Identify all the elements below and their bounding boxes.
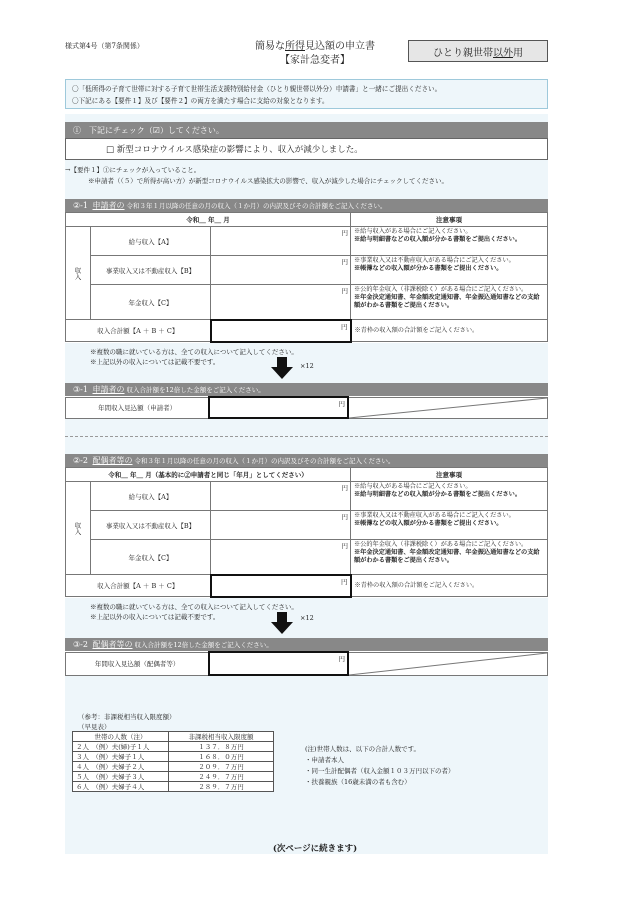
reference-subtitle: （早見表） [78,723,111,731]
salary-amount-input[interactable]: 円 [211,227,351,256]
continue-note: (次ページに続きます) [272,844,358,854]
divider [65,436,548,437]
reference-title: （参考：非課税相当収入限度額） [78,713,176,721]
down-arrow-icon [271,612,293,636]
notes-header: 注意事項 [351,213,548,227]
business-note: ※事業収入又は不動産収入がある場合にご記入ください。 ※帳簿などの収入額が分かる書類をご提出ください。 [351,511,548,540]
household-note: (注)世帯人数は、以下の合計人数です。 ・申請者本人 ・同一生計配偶者（収入金額１０３万円以下の者） ・扶養親族（16歳未満の者も含む） [305,745,455,786]
target-tag: ひとり親世帯 以外 用 [408,40,548,62]
diagonal-cell [348,652,548,675]
month-header: 令和＿ 年＿ 月（基本的に②申請者と同じ「年月」としてください） [66,468,351,482]
business-label: 事業収入又は不動産収入【B】 [91,256,211,285]
section2-2-header: ②-2 配偶者等の 令和３年１月以降の任意の月の収入（１か月）の内訳及びその合計額をご記入ください。 [65,454,548,467]
pension-amount-input[interactable]: 円 [211,540,351,575]
page-title: 簡易な所得見込額の申立書 【家計急変者】 [240,40,390,68]
pension-note: ※公的年金収入（非課税除く）がある場合にご記入ください。 ※年金決定通知書、年金額改定通知書、年金振込通知書などの支給額がわかる書類をご提出ください。 [351,285,548,320]
total-label: 収入合計額【A ＋ B ＋ C】 [66,575,211,597]
section3-2-header: ③-2 配偶者等の 収入合計額を12倍した金額をご記入ください。 [65,638,548,651]
income-side-label: 収入 [66,227,91,320]
times-12: ×12 [300,614,314,622]
notice-line: 〇下記にある【要件１】及び【要件２】の両方を満たす場合に支給の対象となります。 [72,97,329,105]
total-note: ※青枠の収入額の合計額をご記入ください。 [351,320,548,342]
total-note: ※青枠の収入額の合計額をご記入ください。 [351,575,548,597]
salary-amount-input[interactable]: 円 [211,482,351,511]
other-income-note: ※上記以外の収入については記載不要です。 [90,358,220,366]
times-12: ×12 [300,362,314,370]
section1-header: ① 下記にチェック（ ☑ ）してください。 [65,122,548,138]
annual-label: 年間収入見込額（申請者） [66,397,210,418]
notes-header: 注意事項 [351,468,548,482]
covid-checkbox[interactable]: □ 新型コロナウイルス感染症の影響により、収入が減少しました。 [65,138,548,160]
reference-table [72,731,274,792]
notice-box [65,79,548,109]
business-amount-input[interactable]: 円 [211,511,351,540]
income-table-applicant [65,212,548,343]
salary-label: 給与収入【A】 [91,227,211,256]
month-header: 令和＿ 年＿ 月 [66,213,351,227]
income-side-label: 収入 [66,482,91,575]
ref-header: 世帯の人数（注） [73,732,169,742]
page-subtitle: 【家計急変者】 [280,55,350,66]
form-number: 様式第4号（第7条関係） [65,42,144,50]
ref-header: 非課税相当収入限度額 [169,732,274,742]
diagonal-cell [348,397,548,418]
income-table-spouse [65,467,548,598]
annual-table-applicant [65,396,548,419]
pension-label: 年金収入【C】 [91,540,211,575]
requirement-1: →【要件１】①にチェックが入っていること。 [65,166,201,174]
table-row: ５人 （例）夫婦子３人 ２４９．７万円 [73,772,274,782]
annual-amount-input[interactable]: 円 [209,652,348,675]
salary-note: ※給与収入がある場合にご記入ください。 ※給与明細書などの収入額が分かる書類をご提出ください。 [351,227,548,256]
table-row: ３人 （例）夫婦子１人 １６８．０万円 [73,752,274,762]
pension-amount-input[interactable]: 円 [211,285,351,320]
down-arrow-icon [271,357,293,381]
table-row: ４人 （例）夫婦子２人 ２０９．７万円 [73,762,274,772]
business-amount-input[interactable]: 円 [211,256,351,285]
section3-1-header: ③-1 申請者の 収入合計額を12倍した金額をご記入ください。 [65,383,548,396]
requirement-1-note: ※申請者（（５）で所得が高い方）が新型コロナウイルス感染拡大の影響で、収入が減少した場合にチェックしてください。 [88,177,449,185]
multi-job-note: ※複数の職に就いている方は、全ての収入について記入してください。 [90,348,298,356]
table-row: ２人 （例）夫(婦)子１人 １３７．８万円 [73,742,274,752]
notice-line: 〇「低所得の子育て世帯に対する子育て世帯生活支援特別給付金（ひとり親世帯以外分）申請書」と一緒にご提出ください。 [72,85,442,93]
business-note: ※事業収入又は不動産収入がある場合にご記入ください。 ※帳簿などの収入額が分かる書類をご提出ください。 [351,256,548,285]
salary-note: ※給与収入がある場合にご記入ください。 ※給与明細書などの収入額が分かる書類をご提出ください。 [351,482,548,511]
total-label: 収入合計額【A ＋ B ＋ C】 [66,320,211,342]
total-amount-input[interactable]: 円 [211,320,351,342]
table-row: ６人 （例）夫婦子４人 ２８９．７万円 [73,782,274,792]
annual-table-spouse [65,651,548,676]
annual-amount-input[interactable]: 円 [209,397,348,418]
business-label: 事業収入又は不動産収入【B】 [91,511,211,540]
section2-1-header: ②-1 申請者の 令和３年１月以降の任意の月の収入（１か月）の内訳及びその合計額をご記入ください。 [65,199,548,212]
pension-label: 年金収入【C】 [91,285,211,320]
check-icon: ☑ [152,125,160,135]
pension-note: ※公的年金収入（非課税除く）がある場合にご記入ください。 ※年金決定通知書、年金額改定通知書、年金振込通知書などの支給額がわかる書類をご提出ください。 [351,540,548,575]
other-income-note: ※上記以外の収入については記載不要です。 [90,613,220,621]
annual-label: 年間収入見込額（配偶者等） [66,652,210,675]
salary-label: 給与収入【A】 [91,482,211,511]
total-amount-input[interactable]: 円 [211,575,351,597]
multi-job-note: ※複数の職に就いている方は、全ての収入について記入してください。 [90,603,298,611]
